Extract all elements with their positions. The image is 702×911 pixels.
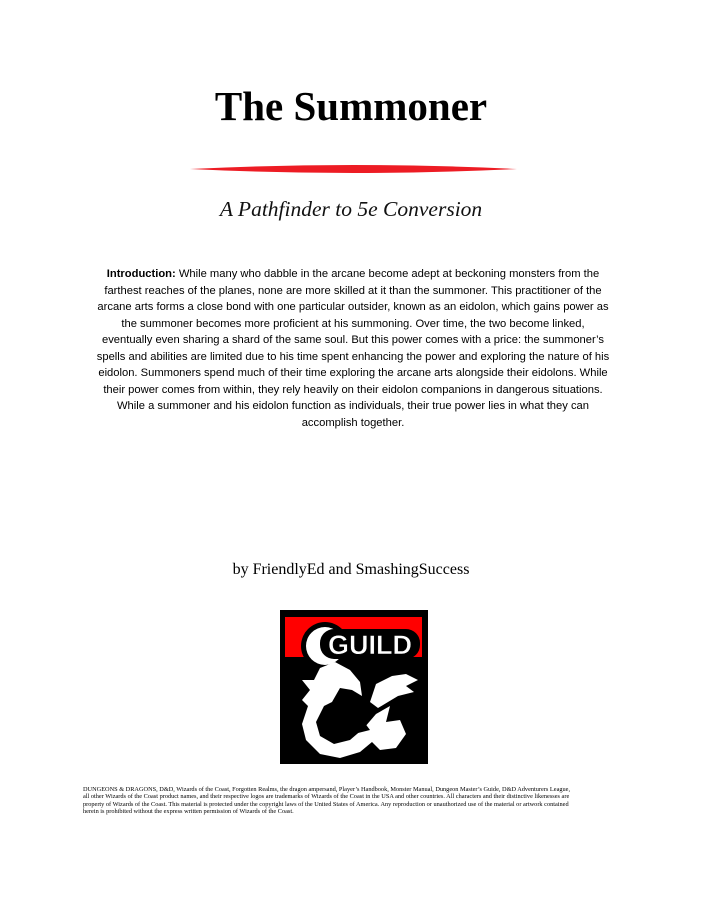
introduction-paragraph: [60, 266, 646, 431]
intro-line: [60, 266, 646, 283]
legal-line: herein is prohibited without the express written permission of Wizards of the Coast.: [83, 808, 294, 816]
legal-disclaimer: [83, 786, 628, 816]
page-title: The Summoner: [214, 83, 488, 129]
intro-line: farthest reaches of the planes, none are more skilled at it than the summoner. This practitioner of the: [104, 284, 602, 297]
intro-line: eventually even sharing a shard of the same soul. But this power comes with a price: the summoner’s: [101, 334, 605, 346]
intro-line: eidolon. Summoners spend much of their time exploring the arcane arts alongside their eidolons. While: [98, 367, 608, 379]
legal-line: all other Wizards of the Coast product names, and their respective logos are trademarks of Wizards of the Coast in the USA and other countries. All characters and their distinctive likenesses are: [83, 793, 570, 801]
legal-line: property of Wizards of the Coast. This material is protected under the copyright laws of the United States of America. Any reproduction or unauthorized use of the material or artwork contained: [83, 800, 569, 808]
byline: by FriendlyEd and SmashingSuccess: [232, 561, 470, 578]
intro-line: their power comes from within, they rely heavily on their eidolon companions in dangerous situations.: [103, 383, 603, 396]
intro-line: While a summoner and his eidolon function as individuals, their true power lies in what they can: [117, 400, 589, 412]
intro-line: spells and abilities are limited due to his time spent enhancing the power and exploring the nature of his: [96, 350, 610, 363]
title-divider: [190, 162, 517, 176]
intro-line: accomplish together.: [301, 416, 405, 429]
intro-label: Introduction:: [106, 268, 176, 280]
subtitle: A Pathfinder to 5e Conversion: [219, 197, 483, 221]
intro-text: While many who dabble in the arcane become adept at beckoning monsters from the: [175, 268, 600, 280]
svg-text:GUILD: GUILD: [328, 630, 412, 660]
intro-line: the summoner becomes more proficient at his summoning. Over time, the two become linked,: [121, 317, 585, 330]
dnd-guild-logo: [280, 610, 428, 764]
intro-line: arcane arts forms a close bond with one particular outsider, known as an eidolon, which gains power as: [97, 301, 609, 313]
legal-line: DUNGEONS & DRAGONS, D&D, Wizards of the Coast, Forgotten Realms, the dragon ampersand, Player’s Handbook, Monster Manual, Dungeon Master’s Guide, D&D Adventurers League,: [83, 786, 571, 793]
